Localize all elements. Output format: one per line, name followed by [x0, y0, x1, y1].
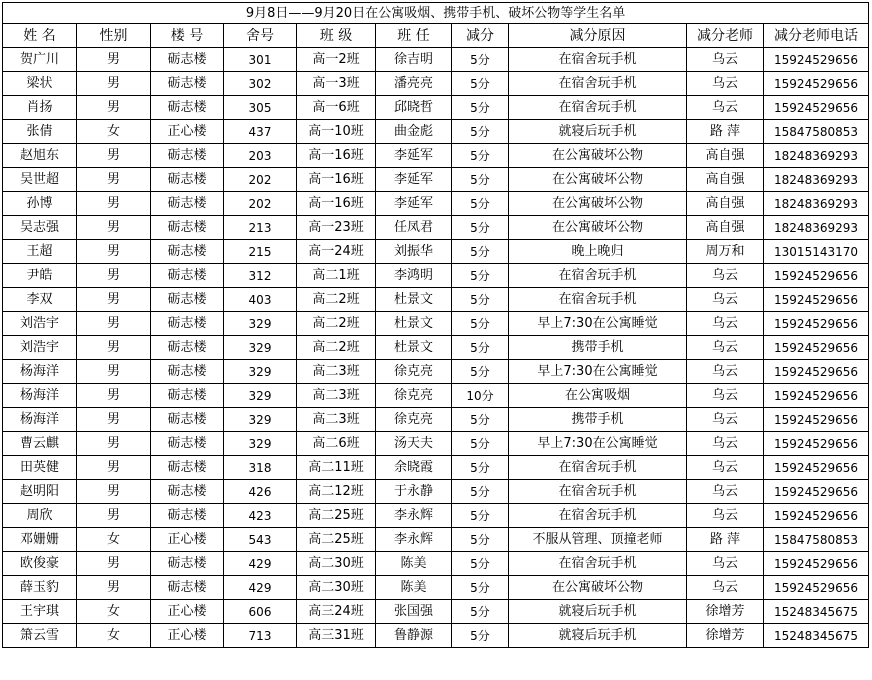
cell-room: 329 [224, 360, 297, 384]
cell-gender: 男 [77, 384, 151, 408]
cell-teacher-phone: 15248345675 [764, 624, 869, 648]
header-head-teacher: 班 任 [376, 24, 452, 48]
cell-name: 杨海洋 [3, 408, 77, 432]
cell-head-teacher: 杜景文 [376, 336, 452, 360]
cell-teacher: 乌云 [687, 264, 764, 288]
cell-class: 高二3班 [297, 408, 376, 432]
cell-teacher: 乌云 [687, 72, 764, 96]
cell-reason: 在宿舍玩手机 [509, 480, 687, 504]
cell-teacher-phone: 15924529656 [764, 408, 869, 432]
cell-gender: 男 [77, 144, 151, 168]
cell-building: 砺志楼 [151, 384, 224, 408]
cell-gender: 男 [77, 504, 151, 528]
cell-reason: 在公寓破坏公物 [509, 192, 687, 216]
table-row [3, 408, 869, 432]
cell-name: 孙博 [3, 192, 77, 216]
cell-head-teacher: 徐吉明 [376, 48, 452, 72]
table-row [3, 288, 869, 312]
cell-class: 高一10班 [297, 120, 376, 144]
cell-deduction: 5分 [452, 120, 509, 144]
cell-class: 高二25班 [297, 528, 376, 552]
cell-head-teacher: 李延军 [376, 144, 452, 168]
cell-deduction: 5分 [452, 576, 509, 600]
table-row [3, 312, 869, 336]
cell-teacher: 乌云 [687, 384, 764, 408]
cell-teacher-phone: 15924529656 [764, 96, 869, 120]
cell-teacher: 高自强 [687, 168, 764, 192]
cell-head-teacher: 李延军 [376, 192, 452, 216]
table-row [3, 360, 869, 384]
cell-deduction: 5分 [452, 600, 509, 624]
cell-name: 尹皓 [3, 264, 77, 288]
cell-head-teacher: 李延军 [376, 168, 452, 192]
cell-head-teacher: 任凤君 [376, 216, 452, 240]
cell-deduction: 10分 [452, 384, 509, 408]
cell-room: 426 [224, 480, 297, 504]
cell-reason: 在公寓吸烟 [509, 384, 687, 408]
cell-teacher: 乌云 [687, 48, 764, 72]
cell-deduction: 5分 [452, 312, 509, 336]
cell-deduction: 5分 [452, 168, 509, 192]
cell-head-teacher: 杜景文 [376, 288, 452, 312]
table-row [3, 528, 869, 552]
header-class: 班 级 [297, 24, 376, 48]
cell-room: 429 [224, 576, 297, 600]
cell-class: 高二6班 [297, 432, 376, 456]
cell-building: 砺志楼 [151, 552, 224, 576]
table-row [3, 264, 869, 288]
cell-gender: 女 [77, 600, 151, 624]
cell-teacher-phone: 15924529656 [764, 264, 869, 288]
cell-teacher-phone: 15924529656 [764, 288, 869, 312]
table-row [3, 504, 869, 528]
cell-room: 215 [224, 240, 297, 264]
table-row [3, 216, 869, 240]
cell-reason: 不服从管理、顶撞老师 [509, 528, 687, 552]
cell-gender: 男 [77, 48, 151, 72]
cell-gender: 男 [77, 408, 151, 432]
spreadsheet [0, 2, 872, 680]
cell-class: 高二2班 [297, 288, 376, 312]
cell-reason: 在宿舍玩手机 [509, 96, 687, 120]
cell-deduction: 5分 [452, 144, 509, 168]
cell-building: 砺志楼 [151, 96, 224, 120]
cell-name: 箫云雪 [3, 624, 77, 648]
cell-room: 329 [224, 312, 297, 336]
cell-building: 砺志楼 [151, 432, 224, 456]
cell-name: 刘浩宇 [3, 336, 77, 360]
cell-reason: 早上7:30在公寓睡觉 [509, 432, 687, 456]
cell-room: 202 [224, 192, 297, 216]
cell-teacher: 乌云 [687, 576, 764, 600]
cell-reason: 就寝后玩手机 [509, 624, 687, 648]
cell-deduction: 5分 [452, 72, 509, 96]
cell-teacher-phone: 15924529656 [764, 48, 869, 72]
cell-building: 正心楼 [151, 528, 224, 552]
cell-class: 高一3班 [297, 72, 376, 96]
cell-building: 砺志楼 [151, 576, 224, 600]
cell-name: 赵明阳 [3, 480, 77, 504]
cell-building: 砺志楼 [151, 312, 224, 336]
cell-teacher: 乌云 [687, 408, 764, 432]
cell-deduction: 5分 [452, 48, 509, 72]
cell-name: 梁状 [3, 72, 77, 96]
cell-teacher: 徐增芳 [687, 624, 764, 648]
cell-class: 高二2班 [297, 312, 376, 336]
cell-class: 高二3班 [297, 360, 376, 384]
cell-building: 砺志楼 [151, 456, 224, 480]
cell-deduction: 5分 [452, 408, 509, 432]
cell-teacher: 乌云 [687, 552, 764, 576]
header-teacher-phone: 减分老师电话 [764, 24, 869, 48]
table-row [3, 144, 869, 168]
cell-teacher: 周万和 [687, 240, 764, 264]
table-row [3, 192, 869, 216]
cell-head-teacher: 陈美 [376, 576, 452, 600]
cell-teacher-phone: 15924529656 [764, 360, 869, 384]
cell-teacher-phone: 15924529656 [764, 456, 869, 480]
cell-reason: 在公寓破坏公物 [509, 576, 687, 600]
cell-teacher: 路 萍 [687, 120, 764, 144]
cell-gender: 男 [77, 432, 151, 456]
cell-building: 砺志楼 [151, 144, 224, 168]
cell-class: 高一16班 [297, 168, 376, 192]
cell-deduction: 5分 [452, 360, 509, 384]
cell-teacher-phone: 18248369293 [764, 144, 869, 168]
cell-gender: 男 [77, 288, 151, 312]
cell-room: 403 [224, 288, 297, 312]
cell-deduction: 5分 [452, 504, 509, 528]
cell-class: 高二3班 [297, 384, 376, 408]
cell-teacher: 高自强 [687, 216, 764, 240]
cell-reason: 晚上晚归 [509, 240, 687, 264]
cell-teacher: 乌云 [687, 456, 764, 480]
cell-reason: 在公寓破坏公物 [509, 216, 687, 240]
header-reason: 减分原因 [509, 24, 687, 48]
table-row [3, 384, 869, 408]
cell-teacher-phone: 15924529656 [764, 504, 869, 528]
cell-room: 543 [224, 528, 297, 552]
cell-teacher: 高自强 [687, 144, 764, 168]
table-row [3, 456, 869, 480]
table-row [3, 168, 869, 192]
cell-teacher-phone: 15924529656 [764, 432, 869, 456]
cell-head-teacher: 李永辉 [376, 504, 452, 528]
cell-building: 砺志楼 [151, 360, 224, 384]
cell-class: 高二30班 [297, 576, 376, 600]
cell-teacher-phone: 18248369293 [764, 168, 869, 192]
cell-class: 高一2班 [297, 48, 376, 72]
cell-gender: 男 [77, 576, 151, 600]
cell-room: 318 [224, 456, 297, 480]
cell-gender: 女 [77, 528, 151, 552]
cell-gender: 男 [77, 216, 151, 240]
cell-class: 高二11班 [297, 456, 376, 480]
cell-gender: 男 [77, 312, 151, 336]
cell-teacher-phone: 15847580853 [764, 120, 869, 144]
cell-name: 欧俊豪 [3, 552, 77, 576]
cell-reason: 在公寓破坏公物 [509, 144, 687, 168]
cell-gender: 男 [77, 168, 151, 192]
cell-room: 202 [224, 168, 297, 192]
cell-reason: 早上7:30在公寓睡觉 [509, 312, 687, 336]
cell-reason: 在宿舍玩手机 [509, 72, 687, 96]
cell-head-teacher: 徐克亮 [376, 360, 452, 384]
cell-teacher-phone: 15847580853 [764, 528, 869, 552]
cell-deduction: 5分 [452, 552, 509, 576]
table-row [3, 432, 869, 456]
cell-class: 高三24班 [297, 600, 376, 624]
cell-room: 437 [224, 120, 297, 144]
cell-head-teacher: 李永辉 [376, 528, 452, 552]
header-teacher: 减分老师 [687, 24, 764, 48]
cell-head-teacher: 邱晓哲 [376, 96, 452, 120]
cell-head-teacher: 刘振华 [376, 240, 452, 264]
table-row [3, 96, 869, 120]
cell-teacher-phone: 18248369293 [764, 192, 869, 216]
cell-name: 吴世超 [3, 168, 77, 192]
cell-gender: 男 [77, 360, 151, 384]
cell-room: 302 [224, 72, 297, 96]
cell-room: 329 [224, 408, 297, 432]
cell-class: 高一23班 [297, 216, 376, 240]
cell-teacher: 乌云 [687, 336, 764, 360]
cell-name: 周欣 [3, 504, 77, 528]
cell-reason: 在宿舍玩手机 [509, 48, 687, 72]
cell-reason: 在宿舍玩手机 [509, 288, 687, 312]
cell-deduction: 5分 [452, 624, 509, 648]
cell-teacher-phone: 15924529656 [764, 480, 869, 504]
deduction-list-table [2, 2, 869, 648]
header-room: 舍号 [224, 24, 297, 48]
cell-building: 砺志楼 [151, 216, 224, 240]
cell-teacher-phone: 15924529656 [764, 336, 869, 360]
cell-teacher: 乌云 [687, 432, 764, 456]
cell-head-teacher: 鲁静源 [376, 624, 452, 648]
table-row [3, 480, 869, 504]
cell-deduction: 5分 [452, 336, 509, 360]
cell-head-teacher: 杜景文 [376, 312, 452, 336]
cell-gender: 男 [77, 240, 151, 264]
cell-class: 高一6班 [297, 96, 376, 120]
cell-gender: 女 [77, 120, 151, 144]
cell-teacher: 乌云 [687, 96, 764, 120]
cell-room: 203 [224, 144, 297, 168]
cell-deduction: 5分 [452, 288, 509, 312]
cell-class: 高一24班 [297, 240, 376, 264]
cell-room: 423 [224, 504, 297, 528]
cell-head-teacher: 张国强 [376, 600, 452, 624]
table-row [3, 552, 869, 576]
cell-room: 329 [224, 384, 297, 408]
cell-deduction: 5分 [452, 264, 509, 288]
cell-class: 高三31班 [297, 624, 376, 648]
cell-reason: 就寝后玩手机 [509, 600, 687, 624]
cell-building: 砺志楼 [151, 480, 224, 504]
cell-teacher: 徐增芳 [687, 600, 764, 624]
cell-teacher: 高自强 [687, 192, 764, 216]
cell-reason: 在宿舍玩手机 [509, 552, 687, 576]
cell-teacher: 路 萍 [687, 528, 764, 552]
cell-reason: 携带手机 [509, 336, 687, 360]
cell-teacher-phone: 15924529656 [764, 72, 869, 96]
cell-reason: 早上7:30在公寓睡觉 [509, 360, 687, 384]
cell-teacher-phone: 15924529656 [764, 384, 869, 408]
cell-gender: 男 [77, 192, 151, 216]
table-row [3, 72, 869, 96]
table-row [3, 48, 869, 72]
cell-reason: 在宿舍玩手机 [509, 504, 687, 528]
cell-head-teacher: 徐克亮 [376, 408, 452, 432]
cell-room: 213 [224, 216, 297, 240]
cell-teacher: 乌云 [687, 504, 764, 528]
cell-room: 305 [224, 96, 297, 120]
cell-deduction: 5分 [452, 240, 509, 264]
cell-building: 砺志楼 [151, 288, 224, 312]
cell-teacher-phone: 18248369293 [764, 216, 869, 240]
cell-teacher-phone: 15924529656 [764, 312, 869, 336]
cell-deduction: 5分 [452, 192, 509, 216]
cell-name: 杨海洋 [3, 384, 77, 408]
cell-reason: 在宿舍玩手机 [509, 456, 687, 480]
cell-gender: 男 [77, 264, 151, 288]
cell-room: 301 [224, 48, 297, 72]
table-row [3, 600, 869, 624]
cell-building: 砺志楼 [151, 336, 224, 360]
cell-building: 砺志楼 [151, 168, 224, 192]
cell-reason: 在公寓破坏公物 [509, 168, 687, 192]
cell-name: 吴志强 [3, 216, 77, 240]
cell-name: 薛玉豹 [3, 576, 77, 600]
cell-building: 砺志楼 [151, 192, 224, 216]
cell-deduction: 5分 [452, 528, 509, 552]
cell-building: 砺志楼 [151, 504, 224, 528]
cell-class: 高一16班 [297, 192, 376, 216]
cell-gender: 男 [77, 480, 151, 504]
table-row [3, 576, 869, 600]
cell-name: 王宇琪 [3, 600, 77, 624]
cell-deduction: 5分 [452, 480, 509, 504]
cell-reason: 就寝后玩手机 [509, 120, 687, 144]
cell-class: 高一16班 [297, 144, 376, 168]
cell-building: 砺志楼 [151, 48, 224, 72]
cell-room: 329 [224, 432, 297, 456]
cell-name: 王超 [3, 240, 77, 264]
cell-gender: 男 [77, 72, 151, 96]
title-row [3, 3, 869, 24]
cell-name: 杨海洋 [3, 360, 77, 384]
cell-gender: 男 [77, 456, 151, 480]
cell-name: 邓姗姗 [3, 528, 77, 552]
cell-reason: 在宿舍玩手机 [509, 264, 687, 288]
header-row [3, 24, 869, 48]
cell-teacher-phone: 15248345675 [764, 600, 869, 624]
cell-name: 刘浩宇 [3, 312, 77, 336]
cell-gender: 女 [77, 624, 151, 648]
cell-deduction: 5分 [452, 432, 509, 456]
table-row [3, 624, 869, 648]
cell-head-teacher: 汤天夫 [376, 432, 452, 456]
cell-gender: 男 [77, 96, 151, 120]
cell-reason: 携带手机 [509, 408, 687, 432]
cell-teacher: 乌云 [687, 312, 764, 336]
cell-deduction: 5分 [452, 216, 509, 240]
cell-teacher: 乌云 [687, 480, 764, 504]
cell-teacher: 乌云 [687, 360, 764, 384]
cell-building: 正心楼 [151, 600, 224, 624]
cell-building: 砺志楼 [151, 408, 224, 432]
cell-class: 高二25班 [297, 504, 376, 528]
cell-teacher-phone: 15924529656 [764, 576, 869, 600]
cell-deduction: 5分 [452, 456, 509, 480]
cell-class: 高二12班 [297, 480, 376, 504]
cell-name: 曹云麒 [3, 432, 77, 456]
cell-building: 正心楼 [151, 624, 224, 648]
cell-head-teacher: 曲金彪 [376, 120, 452, 144]
cell-building: 砺志楼 [151, 240, 224, 264]
cell-name: 田英健 [3, 456, 77, 480]
cell-class: 高二30班 [297, 552, 376, 576]
cell-building: 砺志楼 [151, 72, 224, 96]
cell-room: 713 [224, 624, 297, 648]
header-name: 姓 名 [3, 24, 77, 48]
cell-gender: 男 [77, 552, 151, 576]
cell-head-teacher: 徐克亮 [376, 384, 452, 408]
cell-name: 李双 [3, 288, 77, 312]
cell-head-teacher: 陈美 [376, 552, 452, 576]
header-gender: 性别 [77, 24, 151, 48]
cell-head-teacher: 潘亮亮 [376, 72, 452, 96]
cell-class: 高二2班 [297, 336, 376, 360]
header-building: 楼 号 [151, 24, 224, 48]
cell-deduction: 5分 [452, 96, 509, 120]
cell-gender: 男 [77, 336, 151, 360]
cell-name: 贺广川 [3, 48, 77, 72]
cell-room: 329 [224, 336, 297, 360]
table-row [3, 120, 869, 144]
cell-head-teacher: 余晓霞 [376, 456, 452, 480]
cell-room: 606 [224, 600, 297, 624]
cell-room: 429 [224, 552, 297, 576]
cell-head-teacher: 李鸿明 [376, 264, 452, 288]
table-row [3, 336, 869, 360]
cell-teacher: 乌云 [687, 288, 764, 312]
cell-building: 砺志楼 [151, 264, 224, 288]
cell-teacher-phone: 15924529656 [764, 552, 869, 576]
cell-name: 肖扬 [3, 96, 77, 120]
cell-name: 张倩 [3, 120, 77, 144]
table-row [3, 240, 869, 264]
cell-class: 高二1班 [297, 264, 376, 288]
sheet-title: 9月8日——9月20日在公寓吸烟、携带手机、破坏公物等学生名单 [3, 3, 869, 24]
cell-name: 赵旭东 [3, 144, 77, 168]
cell-head-teacher: 于永静 [376, 480, 452, 504]
cell-room: 312 [224, 264, 297, 288]
header-deduction: 减分 [452, 24, 509, 48]
cell-building: 正心楼 [151, 120, 224, 144]
cell-teacher-phone: 13015143170 [764, 240, 869, 264]
